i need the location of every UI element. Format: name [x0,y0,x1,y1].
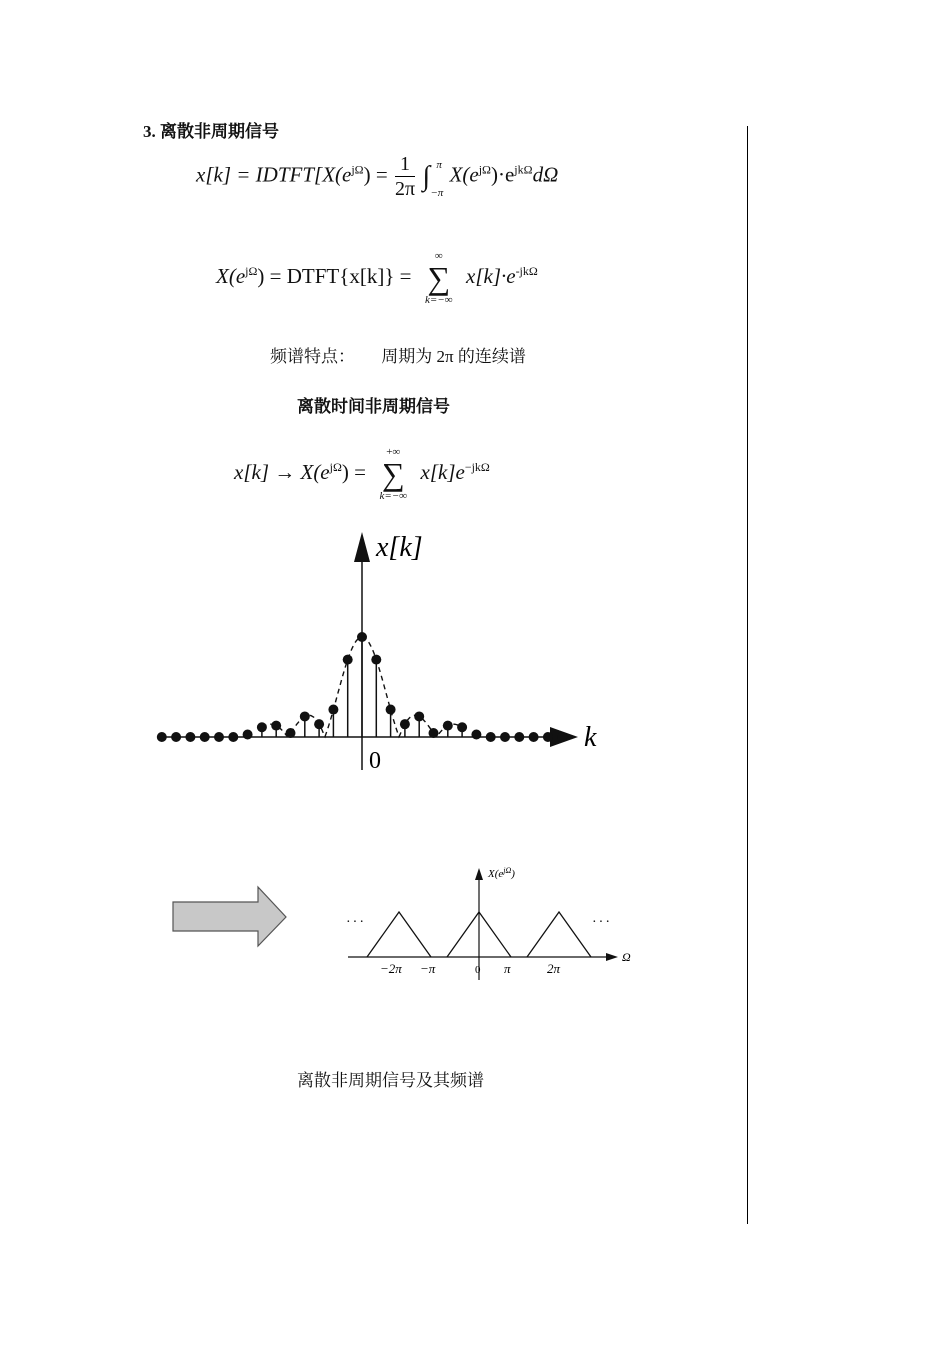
ellipsis-left: ··· [346,915,366,930]
dtft-body-exp: -jkΩ [515,263,538,278]
mapping-mid: ) = [341,459,366,484]
omega-tick-label: −2π [380,961,402,976]
stem-samples [157,632,567,742]
omega-tick-label: 0 [475,964,481,976]
sample-dot [486,732,496,742]
transform-arrow-icon [170,884,290,950]
mapping-equation [234,446,490,502]
spectrum-note-value: 周期为 2π 的连续谱 [381,347,526,366]
idtft-eq: ) = [363,162,388,187]
idtft-tail: dΩ [532,162,559,187]
sample-dot [200,732,210,742]
mapping-lhs: x[k] → X(e [234,459,330,484]
sample-dot [386,705,396,715]
omega-tick-label: π [504,961,511,976]
fraction-denominator: 2π [394,178,416,200]
spectrum-note [270,342,526,367]
sample-dot [529,732,539,742]
spectrum-period [527,912,591,957]
sample-dot [271,721,281,731]
spectrum-period [367,912,431,957]
time-plot-x-label: k [584,722,597,753]
freq-plot-x-label: Ω [622,950,631,964]
dtft-equation [216,250,538,306]
idtft-rhs-mid: )·e [490,162,515,187]
idtft-rhs1-exp: jΩ [478,162,491,177]
frequency-domain-plot [340,860,640,990]
mapping-sum-lower: k=−∞ [379,490,408,502]
vertical-axis-arrow-icon [354,532,370,562]
dtft-summation: ∞ ∑ k=−∞ [419,250,459,306]
mapping-body-exp: −jkΩ [464,459,490,474]
sample-dot [185,732,195,742]
sample-dot [514,732,524,742]
omega-tick-label: 2π [547,961,561,976]
sum-lower: k=−∞ [424,294,453,306]
dtft-mid: ) = DTFT{x[k]} = [257,263,412,288]
idtft-lhs: x[k] = IDTFT[ [196,162,323,187]
mapping-summation: +∞ ∑ k=−∞ [373,446,413,502]
subheading: 离散时间非周期信号 [297,397,450,416]
dtft-body: x[k]·e [466,263,516,288]
sample-dot [543,732,553,742]
sample-dot [171,732,181,742]
idtft-fraction [395,152,415,201]
idtft-exp: jΩ [351,162,364,177]
integral-upper: π [436,158,442,171]
spectrum-axis-arrow-icon [475,868,483,880]
mapping-body: x[k]e [420,459,465,484]
omega-tick-labels [380,961,561,976]
mapping-sum-upper: +∞ [386,446,401,458]
idtft-equation [196,152,558,201]
freq-plot-y-label: $X(e^{j\Omega})$ [488,866,515,880]
dtft-lhs: X(e [216,263,246,288]
ellipsis-right: ··· [592,915,612,930]
sample-dot [471,730,481,740]
sample-dot [400,719,410,729]
omega-axis-arrow-icon [606,953,618,961]
spectrum-note-label: 频谱特点： [270,347,355,366]
figure-caption: 离散非周期信号及其频谱 [297,1071,484,1090]
time-domain-plot [150,520,620,780]
idtft-X: X(e [322,162,352,187]
sample-dot [557,732,567,742]
sum-upper: ∞ [434,250,443,262]
integral-sign: ∫ π −π [422,158,444,199]
block-arrow-shape [173,887,286,946]
idtft-rhs2-exp: jkΩ [514,162,533,177]
sample-dot [243,730,253,740]
sample-dot [500,732,510,742]
mapping-exp: jΩ [329,459,342,474]
margin-rule [747,126,748,1224]
time-plot-y-label: x[k] [376,532,423,563]
omega-tick-label: −π [420,961,436,976]
sample-dot [214,732,224,742]
fraction-numerator: 1 [395,152,415,177]
idtft-rhs1: X(e [449,162,479,187]
integral-lower: −π [430,186,444,199]
time-plot-origin: 0 [369,748,381,774]
sample-dot [228,732,238,742]
dtft-exp: jΩ [245,263,258,278]
section-heading: 3. 离散非周期信号 [143,122,279,141]
sample-dot [157,732,167,742]
sample-dot [343,655,353,665]
